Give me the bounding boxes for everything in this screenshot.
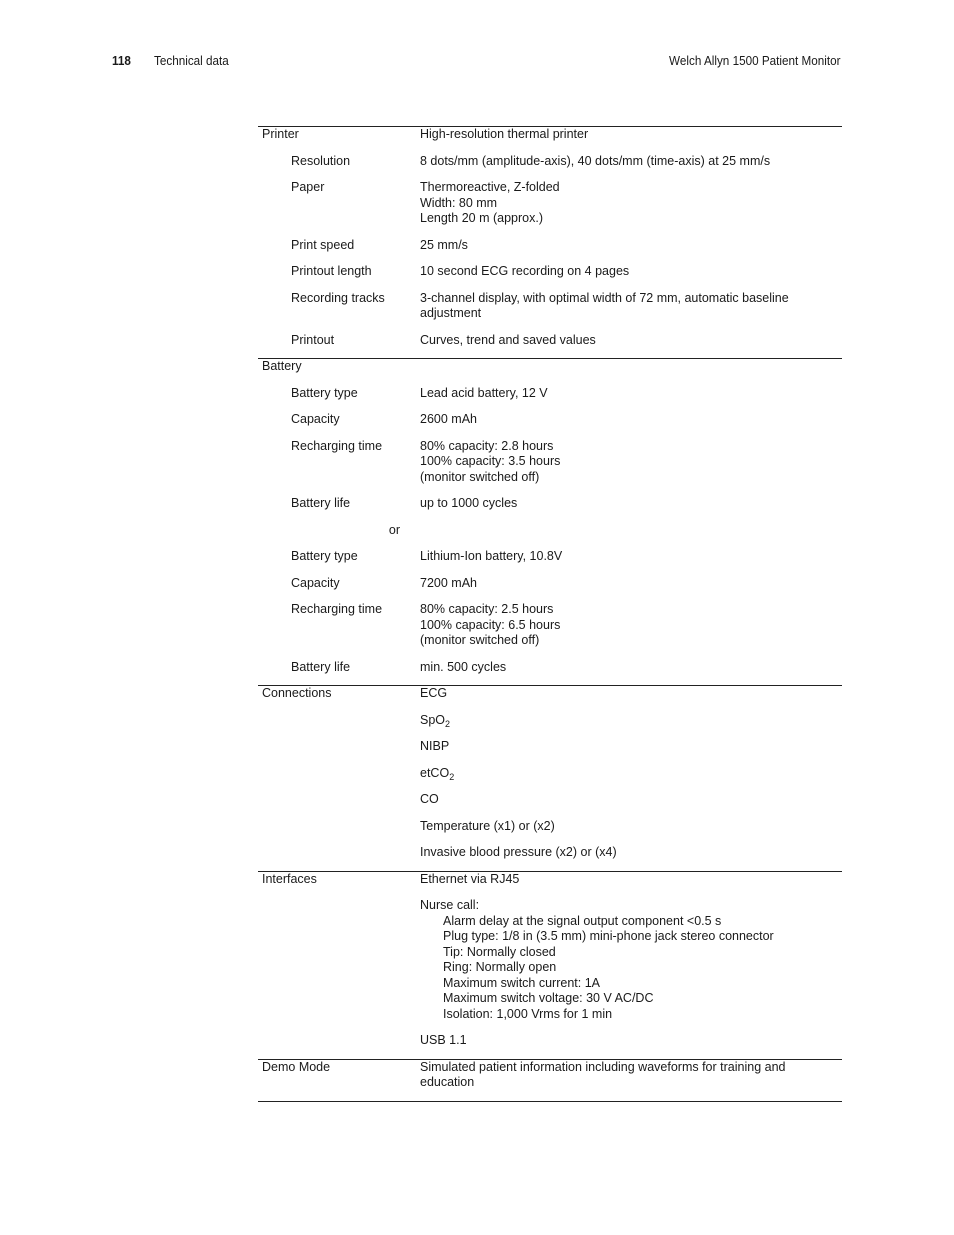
- battery-type-value: Lithium-Ion battery, 10.8V: [420, 549, 563, 563]
- capacity-value: 7200 mAh: [420, 575, 477, 590]
- interfaces-group: [258, 871, 842, 1059]
- paper-value: Thermoreactive, Z-folded Width: 80 mm Length 20 m (approx.): [420, 180, 560, 225]
- section-title: Technical data: [154, 53, 229, 68]
- demo-mode-value: Simulated patient information including waveforms for training and education: [420, 1059, 786, 1089]
- nurse-call-item: Ring: Normally open: [443, 960, 557, 974]
- battery-life-value: min. 500 cycles: [420, 659, 507, 674]
- spec-row: [258, 713, 842, 729]
- spec-row: [258, 496, 842, 512]
- nurse-call-item: Tip: Normally closed: [443, 944, 556, 959]
- connection-ibp: Invasive blood pressure (x2) or (x4): [420, 845, 617, 859]
- printer-value: High-resolution thermal printer: [420, 127, 589, 141]
- connections-group: [258, 685, 842, 871]
- printout-value: Curves, trend and saved values: [420, 332, 596, 347]
- interface-usb: USB 1.1: [420, 1033, 467, 1047]
- spec-row: [258, 412, 842, 428]
- connection-ecg: ECG: [420, 686, 448, 700]
- battery-life-label: Battery life: [291, 496, 351, 510]
- battery-life-label: Battery life: [291, 659, 351, 674]
- battery-type-value: Lead acid battery, 12 V: [420, 385, 548, 400]
- or-separator: or: [388, 522, 400, 537]
- spec-row: [258, 180, 842, 227]
- capacity-label: Capacity: [291, 575, 340, 590]
- battery-row: [258, 359, 842, 375]
- nurse-call-item: Isolation: 1,000 Vrms for 1 min: [443, 1006, 613, 1021]
- battery-life-value: up to 1000 cycles: [420, 496, 518, 510]
- connection-nibp: NIBP: [420, 739, 450, 753]
- recharging-time-value: 80% capacity: 2.5 hours 100% capacity: 6.5 hours (monitor switched off): [420, 602, 561, 647]
- demo-mode-row: [258, 1060, 842, 1091]
- or-row: [258, 523, 842, 539]
- nurse-call-title: Nurse call:: [420, 898, 480, 912]
- nurse-call-item: Plug type: 1/8 in (3.5 mm) mini-phone jack stereo connector: [443, 929, 774, 943]
- spec-row: [258, 439, 842, 486]
- paper-label: Paper: [291, 180, 325, 194]
- recharging-time-label: Recharging time: [291, 438, 383, 453]
- recording-tracks-label: Recording tracks: [291, 290, 385, 305]
- battery-group: [258, 358, 842, 685]
- nurse-call: [420, 898, 842, 1022]
- connection-spo2: SpO$_2$: [420, 712, 451, 729]
- recharging-time-value: 80% capacity: 2.8 hours 100% capacity: 3.5 hours (monitor switched off): [420, 438, 561, 484]
- printer-label: Printer: [262, 127, 299, 141]
- interfaces-label: Interfaces: [262, 871, 317, 886]
- demo-mode-label: Demo Mode: [262, 1059, 331, 1074]
- connections-row: [258, 686, 842, 702]
- spec-row: [258, 238, 842, 254]
- spec-row: [258, 602, 842, 649]
- interfaces-row: [258, 872, 842, 888]
- demo-mode-group: [258, 1059, 842, 1102]
- spec-row: [258, 792, 842, 808]
- print-speed-label: Print speed: [291, 237, 355, 252]
- spec-row: [258, 766, 842, 782]
- capacity-value: 2600 mAh: [420, 412, 477, 426]
- connection-etco2: etCO$_2$: [420, 765, 455, 782]
- spec-row: [258, 898, 842, 1022]
- nurse-call-item: Maximum switch current: 1A: [443, 975, 600, 990]
- printout-label: Printout: [291, 332, 335, 347]
- recording-tracks-value: 3-channel display, with optimal width of 72 mm, automatic baseline adjustment: [420, 290, 789, 320]
- recharging-time-label: Recharging time: [291, 602, 383, 616]
- spec-table: [258, 126, 842, 1102]
- printer-group: [258, 126, 842, 358]
- printer-row: [258, 127, 842, 143]
- spec-row: [258, 576, 842, 592]
- connection-co: CO: [420, 792, 439, 806]
- spec-row: [258, 333, 842, 349]
- battery-type-label: Battery type: [291, 549, 358, 563]
- spec-row: [258, 1033, 842, 1049]
- resolution-label: Resolution: [291, 153, 351, 168]
- print-speed-value: 25 mm/s: [420, 237, 468, 252]
- spec-row: [258, 739, 842, 755]
- resolution-value: 8 dots/mm (amplitude-axis), 40 dots/mm (time-axis) at 25 mm/s: [420, 153, 771, 168]
- spec-row: [258, 154, 842, 170]
- nurse-call-item: Maximum switch voltage: 30 V AC/DC: [443, 991, 654, 1005]
- spec-row: [258, 660, 842, 676]
- nurse-call-item: Alarm delay at the signal output component <0.5 s: [443, 913, 722, 928]
- printout-length-label: Printout length: [291, 264, 372, 278]
- spec-row: [258, 291, 842, 322]
- battery-type-label: Battery type: [291, 385, 358, 400]
- printout-length-value: 10 second ECG recording on 4 pages: [420, 264, 630, 278]
- page-number: 118: [112, 53, 131, 68]
- spec-row: [258, 819, 842, 835]
- connections-label: Connections: [262, 686, 332, 700]
- spec-row: [258, 264, 842, 280]
- connection-temperature: Temperature (x1) or (x2): [420, 818, 555, 833]
- spec-row: [258, 386, 842, 402]
- interface-ethernet: Ethernet via RJ45: [420, 871, 520, 886]
- document-title: Welch Allyn 1500 Patient Monitor: [669, 53, 841, 68]
- spec-row: [258, 549, 842, 565]
- spec-row: [258, 845, 842, 861]
- battery-label: Battery: [262, 359, 302, 373]
- capacity-label: Capacity: [291, 412, 340, 426]
